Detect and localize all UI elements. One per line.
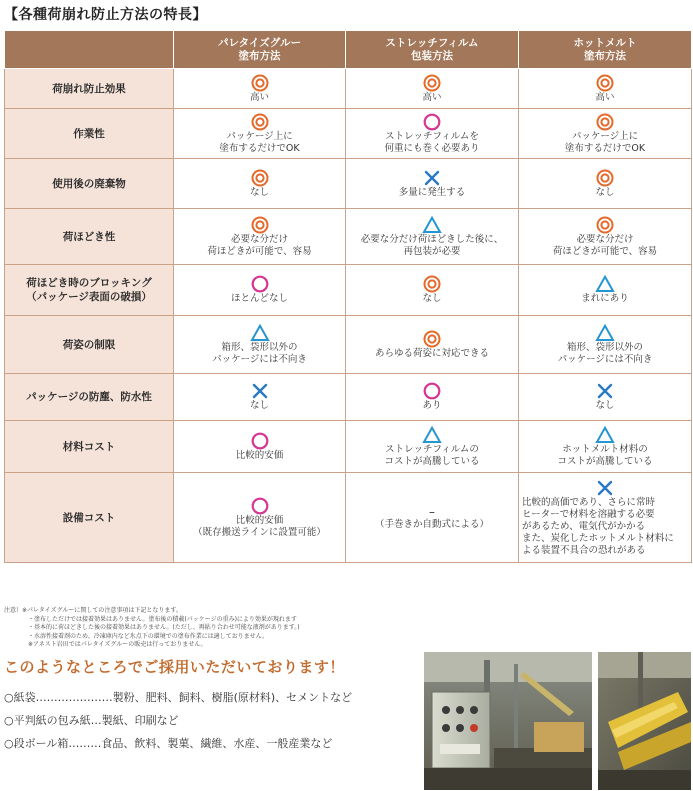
cell-text: ホットメルト材料の コストが高騰している (557, 443, 653, 467)
row-label-dust-water-proof: パッケージの防塵、防水性 (5, 374, 174, 421)
cross-mark-icon (595, 479, 615, 497)
cell-text: ストレッチフィルムの コストが高騰している (384, 443, 480, 467)
cell-workability-hot-melt (519, 109, 692, 159)
double-circle-mark-icon (422, 275, 442, 293)
double-circle-mark-icon (250, 216, 270, 234)
header-corner (5, 31, 174, 69)
cross-mark-icon (422, 169, 442, 187)
row-label-workability: 作業性 (5, 109, 174, 159)
cross-mark-icon (250, 382, 270, 400)
comparison-table (4, 30, 692, 563)
row-label-blocking-on-unpacking: 荷ほどき時のブロッキング （パッケージ表面の破損） (5, 265, 174, 316)
usage-item-cardboard-box: ○段ボール箱………食品、飲料、製菓、繊維、水産、一般産業など (4, 737, 333, 750)
header-hot-melt: ホットメルト 塗布方法 (519, 31, 692, 69)
row-label-material-cost: 材料コスト (5, 421, 174, 473)
cell-waste-after-use-stretch-film (346, 159, 519, 209)
table-row-blocking-on-unpacking (5, 265, 692, 316)
cell-material-cost-palletize-glue (174, 421, 346, 473)
cell-text: なし (595, 400, 615, 411)
row-label-waste-after-use: 使用後の廃棄物 (5, 159, 174, 209)
triangle-mark-icon (595, 324, 615, 342)
machine-photo (424, 652, 592, 790)
header-stretch-film: ストレッチフィルム 包装方法 (346, 31, 519, 69)
cell-text: 比較的安価 (235, 449, 284, 461)
row-label-equipment-cost: 設備コスト (5, 473, 174, 563)
table-row-package-form-limit (5, 316, 692, 374)
double-circle-mark-icon (595, 169, 615, 187)
cell-text: 比較的安価 （既存搬送ラインに設置可能） (193, 514, 326, 538)
row-label-anti-collapse-effect: 荷崩れ防止効果 (5, 69, 174, 109)
cell-text: なし (422, 293, 442, 304)
cell-anti-collapse-effect-palletize-glue (174, 69, 346, 109)
circle-mark-icon (250, 497, 270, 515)
cell-waste-after-use-palletize-glue (174, 159, 346, 209)
cell-blocking-on-unpacking-palletize-glue (174, 265, 346, 316)
cell-text: 高い (595, 91, 615, 103)
table-row-dust-water-proof (5, 374, 692, 421)
circle-mark-icon (422, 382, 442, 400)
cell-text: 多量に発生する (398, 186, 466, 198)
double-circle-mark-icon (250, 169, 270, 187)
cell-dust-water-proof-hot-melt (519, 374, 692, 421)
cell-anti-collapse-effect-stretch-film (346, 69, 519, 109)
cell-unpacking-palletize-glue (174, 209, 346, 265)
cell-material-cost-stretch-film (346, 421, 519, 473)
triangle-mark-icon (250, 324, 270, 342)
usage-list (4, 686, 352, 755)
cell-text: 必要な分だけ荷ほどきした後に、 再包装が必要 (360, 233, 504, 257)
usage-item-wrapping-paper: ○平判紙の包み紙…製紙、印刷など (4, 714, 179, 727)
triangle-mark-icon (422, 216, 442, 234)
cell-package-form-limit-hot-melt (519, 316, 692, 374)
cell-text: あらゆる荷姿に対応できる (374, 347, 489, 359)
cell-text: パッケージ上に 塗布するだけでOK (219, 130, 300, 154)
cell-equipment-cost-stretch-film (346, 473, 519, 563)
table-header-row (5, 31, 692, 69)
dash-mark: – (429, 504, 435, 519)
cell-text: 高い (249, 91, 269, 103)
cell-text: なし (249, 186, 269, 198)
cell-text: （手巻きか自動式による） (374, 518, 489, 530)
header-palletize-glue: パレタイズグルー 塗布方法 (174, 31, 346, 69)
table-row-material-cost (5, 421, 692, 473)
usage-title: このようなところでご採用いただいております！ (4, 658, 345, 676)
row-label-package-form-limit: 荷姿の制限 (5, 316, 174, 374)
cell-text: まれにあり (581, 293, 629, 304)
cell-text: なし (249, 400, 269, 411)
cell-text: パッケージ上に 塗布するだけでOK (564, 130, 646, 154)
triangle-mark-icon (595, 275, 615, 293)
double-circle-mark-icon (422, 330, 442, 348)
cell-text: 必要な分だけ 荷ほどきが可能で、容易 (207, 233, 312, 257)
cell-equipment-cost-palletize-glue (174, 473, 346, 563)
cell-text: 必要な分だけ 荷ほどきが可能で、容易 (552, 233, 658, 257)
cell-text: 比較的高価であり、さらに常時 ヒーターで材料を溶融する必要 があるため、電気代がかかる また、炭化したホットメルト材料に よる装置不具合の恐れがある (522, 496, 674, 556)
cell-waste-after-use-hot-melt (519, 159, 692, 209)
table-row-anti-collapse-effect (5, 69, 692, 109)
double-circle-mark-icon (595, 113, 615, 131)
table-row-equipment-cost (5, 473, 692, 563)
cell-material-cost-hot-melt (519, 421, 692, 473)
cell-dust-water-proof-stretch-film (346, 374, 519, 421)
cell-package-form-limit-palletize-glue (174, 316, 346, 374)
cell-package-form-limit-stretch-film (346, 316, 519, 374)
double-circle-mark-icon (422, 74, 442, 92)
double-circle-mark-icon (595, 74, 615, 92)
cell-workability-stretch-film (346, 109, 519, 159)
cell-dust-water-proof-palletize-glue (174, 374, 346, 421)
row-label-unpacking: 荷ほどき性 (5, 209, 174, 265)
triangle-mark-icon (422, 426, 442, 444)
circle-mark-icon (250, 432, 270, 450)
cell-text: 高い (422, 91, 442, 103)
circle-mark-icon (250, 275, 270, 293)
cross-mark-icon (595, 382, 615, 400)
cell-text: 箱形、袋形以外の パッケージには不向き (212, 341, 307, 365)
cell-equipment-cost-hot-melt (519, 473, 692, 563)
table-row-waste-after-use (5, 159, 692, 209)
cell-text: なし (595, 186, 615, 198)
cell-unpacking-stretch-film (346, 209, 519, 265)
table-row-unpacking (5, 209, 692, 265)
page-title: 【各種荷崩れ防止方法の特長】 (4, 7, 207, 23)
table-row-workability (5, 109, 692, 159)
circle-mark-icon (422, 113, 442, 131)
cell-workability-palletize-glue (174, 109, 346, 159)
cell-text: あり (422, 400, 442, 411)
double-circle-mark-icon (595, 216, 615, 234)
cell-blocking-on-unpacking-stretch-film (346, 265, 519, 316)
double-circle-mark-icon (250, 74, 270, 92)
triangle-mark-icon (595, 426, 615, 444)
conveyor-photo (598, 652, 691, 790)
usage-item-paper-bag: ○紙袋…………………製粉、肥料、飼料、樹脂(原材料)、セメントなど (4, 691, 353, 704)
cell-unpacking-hot-melt (519, 209, 692, 265)
cell-text: ストレッチフィルムを 何重にも巻く必要あり (384, 130, 480, 154)
notes: 注意）※パレタイズグルーに関しての注意事項は下記となります。 ・塗布しただけでは接着効果はありません。塗布後の積載(パッケージの重み)により効果が現れます ・基本的に荷ほどきした後の接着効果はありません。(ただし、再貼り合わせ可能な液剤があります。) ・水溶性接着剤のため、冷凍庫内など氷点下の環境での塗布作業には適しておりません。 ※アネスト岩田ではパレタイズグルーの販売は行っておりません。 (4, 607, 300, 648)
cell-anti-collapse-effect-hot-melt (519, 69, 692, 109)
double-circle-mark-icon (250, 113, 270, 131)
cell-text: 箱形、袋形以外の パッケージには不向き (557, 341, 653, 365)
cell-blocking-on-unpacking-hot-melt (519, 265, 692, 316)
cell-text: ほとんどなし (230, 293, 288, 304)
